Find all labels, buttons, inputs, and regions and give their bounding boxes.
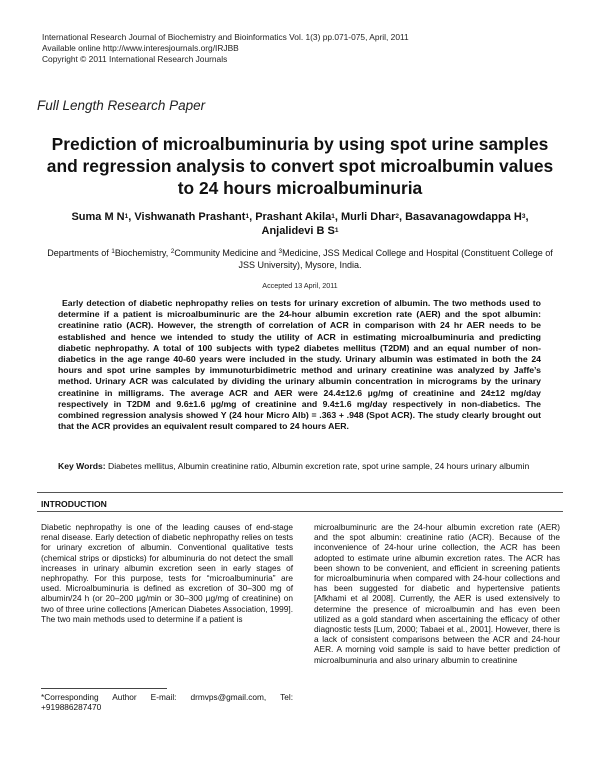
keywords-text: Diabetes mellitus, Albumin creatinine ratio, Albumin excretion rate, spot urine sample, 24 hours urinary albumin (105, 461, 530, 471)
author-affil-mark: 1 (245, 213, 250, 220)
affil-dept: Medicine, JSS Medical College and Hospital (Constituent College of JSS University), Mysore, India. (238, 248, 553, 270)
paper-type: Full Length Research Paper (37, 98, 206, 113)
paper-title: Prediction of microalbuminuria by using spot urine samples and regression analysis to convert spot microalbumin values to 24 hours microalbuminuria (46, 134, 554, 198)
author-affil-mark: 1 (331, 213, 335, 220)
accepted-date: Accepted 13 April, 2011 (262, 281, 338, 290)
author-list: Suma M $N^1$, Vishwanath Prashant$^1$, Prashant Akila$^1$, Murli Dhar$^2$, Basavanagowdappa $H^3$, Anjalidevi B $S^1$ (71, 211, 529, 237)
introduction-column-left: Diabetic nephropathy is one of the leading causes of end-stage renal disease. Early detection of diabetic nephropathy relies on tests for urinary excretion of albumin. Conventional qualitative tests (chemical strips or dipsticks) for albuminuria do not detect the small increases in urinary albumin excretion seen in early stages of nephropathy. For this purpose, tests for “microalbuminuria” are used. Microalbuminuria is defined as excretion of 30–300 mg of albumin/24 h (or 20–200 µg/min or 30–300 µg/mg of creatinine) on two of three urine collections [American Diabetes Association, 1999]. The two main methods used to determine if a patient is (41, 522, 293, 624)
affil-mark: 1 (111, 248, 115, 255)
journal-header (42, 32, 409, 65)
abstract: Early detection of diabetic nephropathy relies on tests for urinary excretion of albumin. The two methods used to determine if a patient is microalbuminuric are the 24-hour albumin excretion rate (AER) and the spot albumin: creatinine ratio (ACR). However, the strength of correlation of ACR in comparison with 24 hr AER needs to be established and hence we intended to study the utility of ACR in estimating microalbuminuria and predicting diabetic nephropathy. A total of 100 subjects with type2 diabetes mellitus (T2DM) and an equal number of non-diabetics in the age range 40-60 years were included in the study. Urinary albumin was estimated in both the 24 hours and spot urine samples by immunoturbidimetric method and urinary creatinine was analyzed by Jaffe’s method. Urinary ACR was calculated by dividing the urinary albumin concentration in micrograms by the urinary creatinine in milligrams. The average ACR and AER were 24.4±12.6 µg/mg of creatinine and 24±12 mg/day respectively in T2DM and 9.6±1.6 µg/mg of creatinine and 9.4±1.6 mg/day respectively in non-diabetics. The combined regression analysis showed Y (24 hour Micro Alb) = .363 + .948 (Spot ACR). The study clearly brought out that the ACR provides an equivalent result compared to 24 hours AER. (58, 298, 541, 432)
affiliations (44, 247, 556, 271)
affil-prefix: Departments of (47, 248, 112, 258)
section-divider-bottom (37, 511, 563, 512)
section-divider-top (37, 492, 563, 493)
author-name: Vishwanath Prashant (134, 211, 246, 223)
journal-citation: International Research Journal of Biochemistry and Bioinformatics Vol. 1(3) pp.071-075, April, 2011 (42, 32, 409, 42)
author-name: Anjalidevi B S (261, 224, 335, 237)
introduction-column-right: microalbuminuric are the 24-hour albumin excretion rate (AER) and the spot albumin: creatinine ratio (ACR). Because of the inconvenience of 24-hour urine collection, the ACR has been adopted to estimate urine albumin excretion rates. The ACR has been shown to be convenient, and efficient in screening patients for microalbuminuria when compared with 24-hour collections and has been suggested for diabetic and hypertensive patients [Afkhami et al 2008]. Currently, the AER is used extensively to determine the presence of microalbumin and has even been utilized as a gold standard when ascertaining the efficacy of other diagnostic tests [Lum, 2000; Tabaei et al., 2001]. However, there is a lack of consistent comparisons between the ACR and 24-hour AER. A morning void sample is said to have better prediction of microalbuminuria and also urinary albumin to creatinine (314, 522, 560, 665)
author-affil-mark: 3 (521, 213, 526, 220)
copyright-line: Copyright © 2011 International Research Journals (42, 54, 228, 64)
affil-mark: 2 (170, 248, 175, 255)
keywords-label: Key Words: (58, 461, 106, 471)
available-online-line: Available online http://www.interesjournals.org/IRJBB (42, 43, 239, 53)
affil-dept: Biochemistry, (114, 248, 171, 258)
corresponding-author-footnote: *Corresponding Author E-mail: drmvps@gmail.com, Tel: +919886287470 (41, 692, 293, 713)
author-affil-mark: 1 (334, 226, 339, 234)
author-name: Prashant Akila (255, 211, 332, 223)
introduction-heading: INTRODUCTION (41, 499, 107, 509)
author-name: Murli Dhar (340, 211, 396, 223)
keywords (58, 461, 541, 472)
affil-mark: 3 (278, 248, 283, 255)
author-affil-mark: 2 (395, 213, 399, 220)
footnote-rule (41, 688, 167, 689)
author-affil-mark: 1 (124, 213, 129, 220)
author-name: Suma M N (71, 211, 125, 223)
author-name: Basavanagowdappa H (405, 211, 522, 223)
affil-dept: Community Medicine and (174, 248, 279, 258)
